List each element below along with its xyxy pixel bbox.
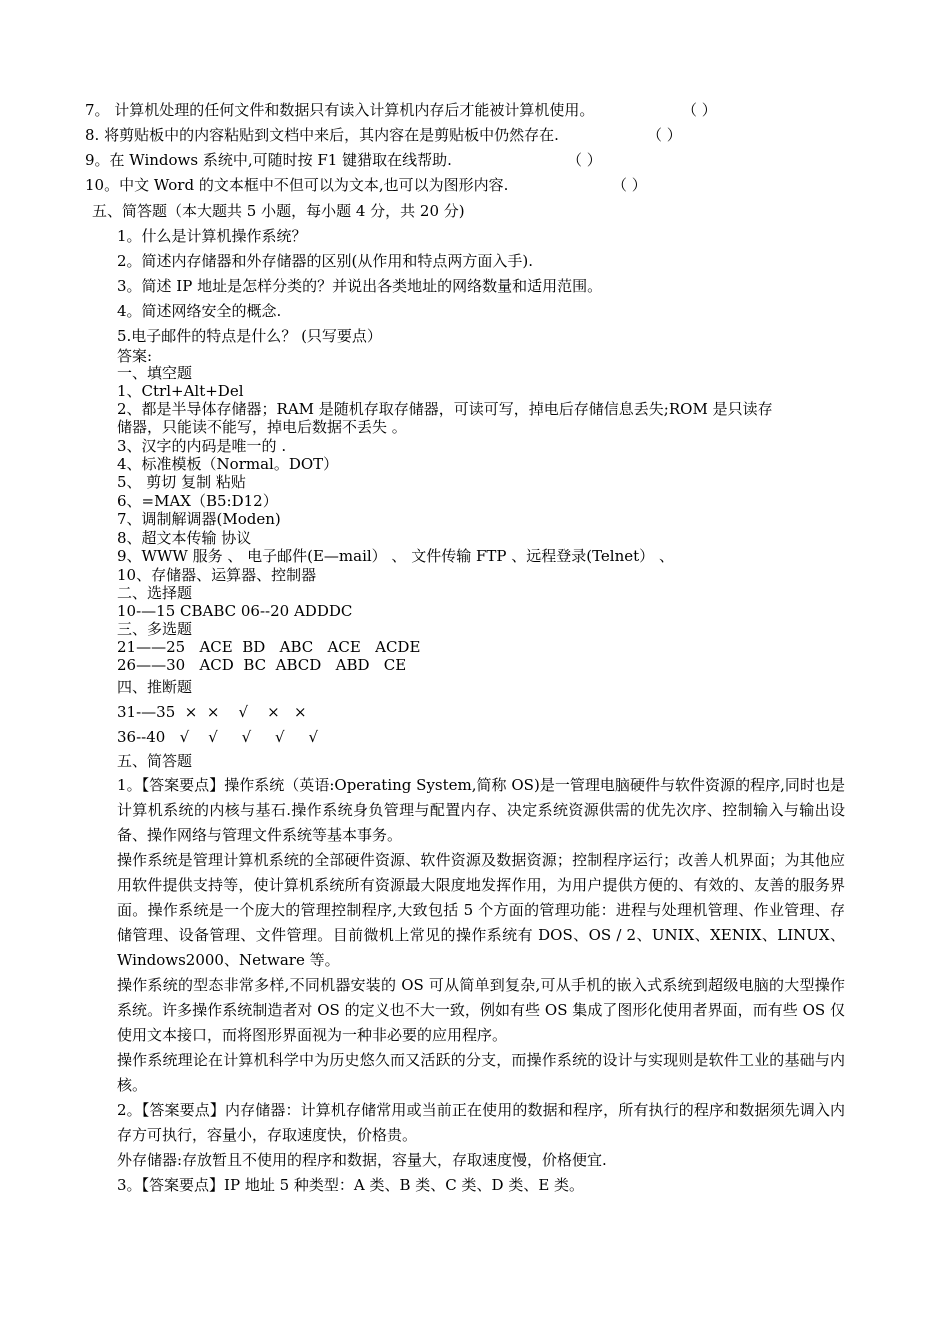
fill-answer-6: 6、=MAX（B5:D12） [117,492,278,510]
question-2: 2。简述内存储器和外存储器的区别(从作用和特点两方面入手). [117,252,534,270]
fill-answer-9: 9、WWW 服务 、 电子邮件(E—mail） 、 文件传输 FTP 、远程登录(Telnet） 、 [117,547,674,565]
short-answer-paragraph: 操作系统的型态非常多样,不同机器安装的 OS 可从简单到复杂,可从手机的嵌入式系统到超级电脑的大型操作系统。许多操作系统制造者对 OS 的定义也不大一致，例如有些 OS 集成了图形化使用者界面，而有些 OS 仅使用文本接口，而将图形界面视为一种非必要的应用程序。 [117,976,845,1044]
short-answer-paragraph: 2。【答案要点】内存储器：计算机存储常用或当前正在使用的数据和程序，所有执行的程序和数据须先调入内存方可执行，容量小，存取速度快，价格贵。 [117,1101,845,1144]
tf-item-text: 10。中文 Word 的文本框中不但可以为文本,也可以为图形内容. [85,176,509,194]
tf-item-8 [85,126,559,144]
fill-answer-2-cont: 储器，只能读不能写，掉电后数据不丢失 。 [117,418,407,436]
judge-answers-row: 31-—35 × × √ × × [117,703,307,721]
multi-answers-row: 21——25 ACE BD ABC ACE ACDE [117,638,421,656]
tf-item-text: 9。在 Windows 系统中,可随时按 F1 键猎取在线帮助. [85,151,452,169]
fill-answer-8: 8、超文本传输 协议 [117,529,252,547]
tf-item-text: 8. 将剪贴板中的内容粘贴到文档中来后，其内容在是剪贴板中仍然存在. [85,126,559,144]
fill-answer-2: 2、都是半导体存储器；RAM 是随机存取存储器，可读可写，掉电后存储信息丢失;ROM 是只读存 [117,400,773,418]
answers-short-heading: 五、简答题 [117,752,193,770]
section-heading: 五、简答题（本大题共 5 小题，每小题 4 分，共 20 分) [92,202,465,220]
fill-answer-1: 1、Ctrl+Alt+Del [117,382,244,400]
choice-answers: 10-—15 CBABC 06--20 ADDDC [117,602,353,620]
tf-answer-blank: （ ） [682,101,717,119]
short-answer-paragraph: 操作系统理论在计算机科学中为历史悠久而又活跃的分支，而操作系统的设计与实现则是软件工业的基础与内核。 [117,1051,845,1094]
fill-answer-10: 10、存储器、运算器、控制器 [117,566,317,584]
fill-answer-4: 4、标准模板（Normal。DOT） [117,455,339,473]
tf-answer-blank: （ ） [567,151,602,169]
fill-answer-3: 3、汉字的内码是唯一的 . [117,437,287,455]
answers-judge-heading: 四、推断题 [117,678,193,696]
answers-fill-heading: 一、填空题 [117,364,193,382]
short-answer-paragraph: 1。【答案要点】操作系统（英语:Operating System,简称 OS)是一管理电脑硬件与软件资源的程序,同时也是计算机系统的内核与基石.操作系统身负管理与配置内存、决定系统资源供需的优先次序、控制输入与输出设备、操作网络与管理文件系统等基本事务。 [117,776,845,844]
short-answer-paragraph: 操作系统是管理计算机系统的全部硬件资源、软件资源及数据资源；控制程序运行；改善人机界面；为其他应用软件提供支持等，使计算机系统所有资源最大限度地发挥作用，为用户提供方便的、有效的、友善的服务界面。操作系统是一个庞大的管理控制程序,大致包括 5 个方面的管理功能：进程与处理机管理、作业管理、存储管理、设备管理、文件管理。目前微机上常见的操作系统有 DOS、OS / 2、UNIX、XENIX、LINUX、Windows2000、Netware 等。 [117,851,845,969]
answers-multi-heading: 三、多选题 [117,620,193,638]
tf-answer-blank: （ ） [647,126,682,144]
short-answer-paragraph: 3。【答案要点】IP 地址 5 种类型：A 类、B 类、C 类、D 类、E 类。 [117,1176,585,1194]
tf-item-9 [85,151,452,169]
fill-answer-5: 5、 剪切 复制 粘贴 [117,473,246,491]
judge-answers-row: 36--40 √ √ √ √ √ [117,728,318,746]
tf-item-7 [85,101,594,119]
question-5: 5.电子邮件的特点是什么？ (只写要点） [117,327,382,345]
multi-answers-row: 26——30 ACD BC ABCD ABD CE [117,656,407,674]
question-4: 4。简述网络安全的概念. [117,302,282,320]
fill-answer-7: 7、调制解调器(Moden) [117,510,281,528]
tf-answer-blank: （ ） [612,176,647,194]
tf-item-text: 7。 计算机处理的任何文件和数据只有读入计算机内存后才能被计算机使用。 [85,101,595,119]
answers-label: 答案: [117,347,153,365]
answers-choice-heading: 二、选择题 [117,584,193,602]
tf-item-10 [85,176,508,194]
short-answer-paragraph: 外存储器:存放暂且不使用的程序和数据，容量大，存取速度慢，价格便宜. [117,1151,607,1169]
question-3: 3。简述 IP 地址是怎样分类的？并说出各类地址的网络数量和适用范围。 [117,277,603,295]
question-1: 1。什么是计算机操作系统？ [117,227,307,245]
